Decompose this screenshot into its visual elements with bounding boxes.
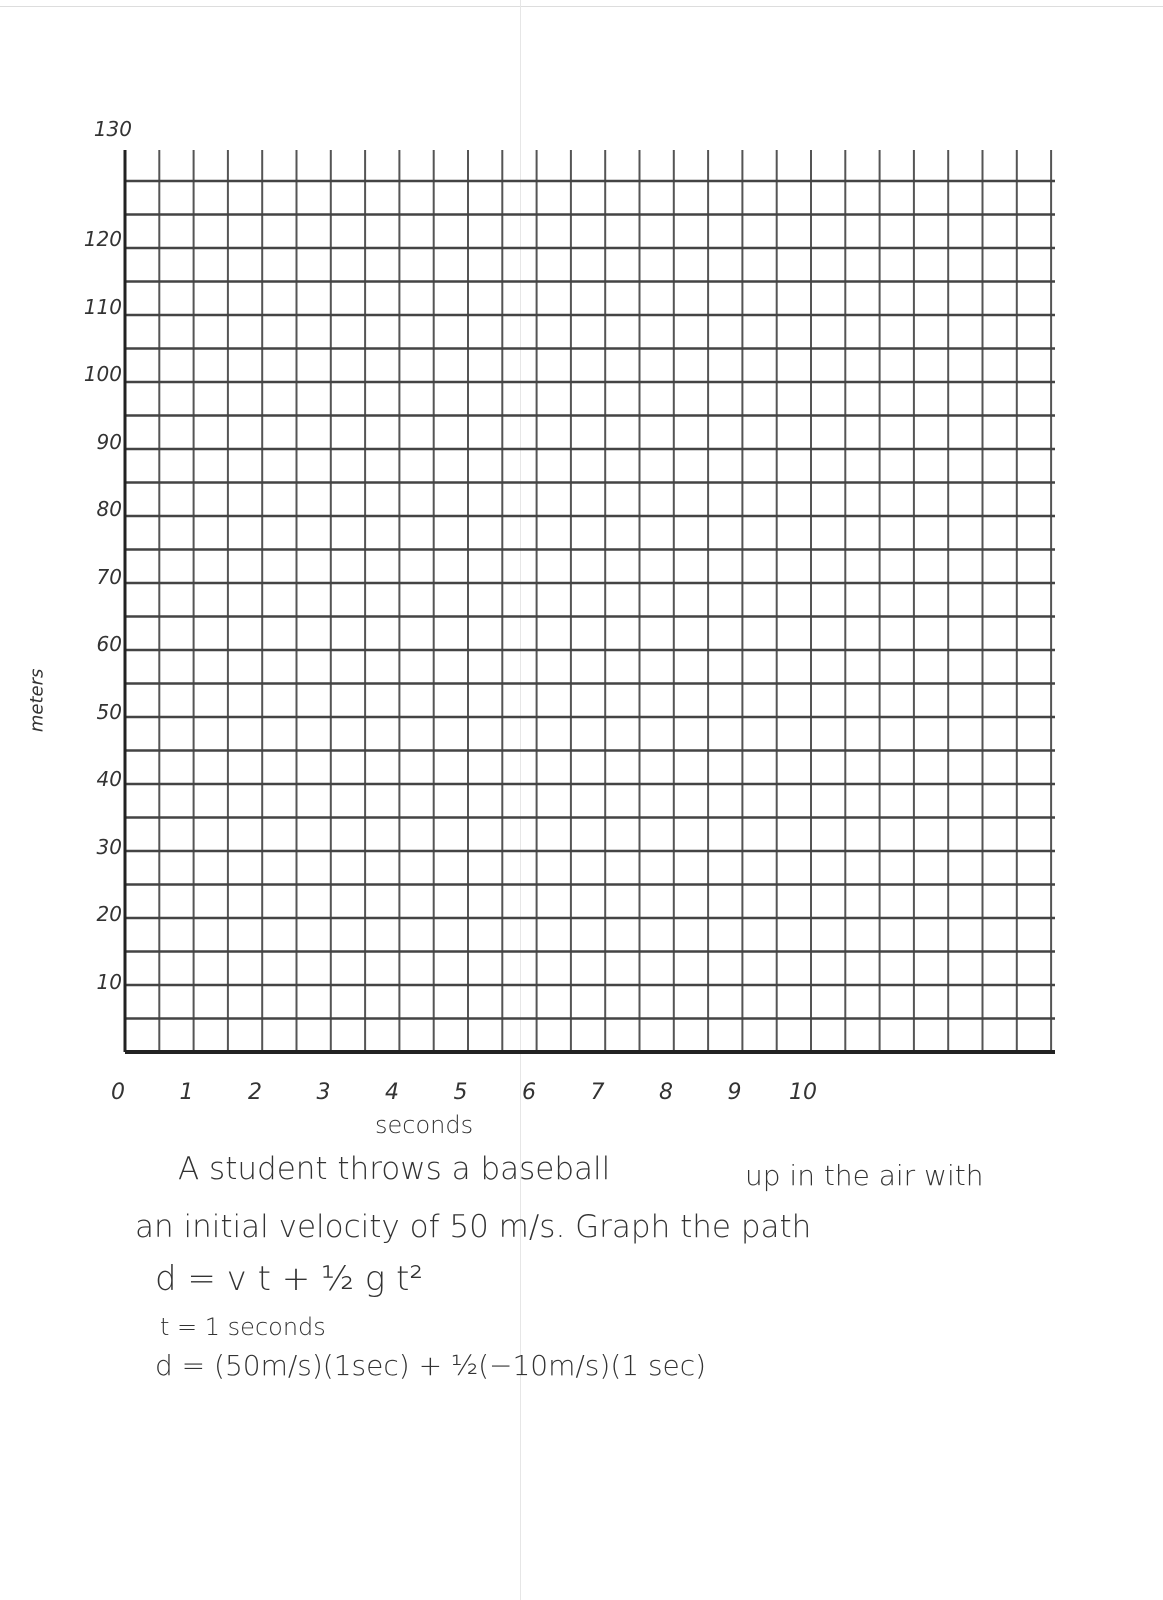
time-value: t = 1 seconds: [160, 1313, 326, 1341]
y-tick-label: 70: [96, 564, 122, 589]
x-tick-label: 0: [111, 1080, 125, 1105]
x-tick-label: 8: [659, 1080, 673, 1105]
y-tick-label: 10: [96, 969, 122, 994]
substitution: d = (50m/s)(1sec) + ½(−10m/s)(1 sec): [155, 1349, 707, 1382]
x-tick-label: 5: [453, 1080, 468, 1105]
y-tick-label: 120: [83, 227, 122, 251]
y-tick-label: 40: [96, 767, 122, 791]
x-tick-label: 3: [316, 1080, 331, 1105]
y-tick-label: 130: [93, 117, 132, 141]
x-tick-label: 6: [522, 1080, 536, 1105]
y-tick-label: 80: [96, 497, 122, 521]
y-tick-label: 100: [83, 362, 122, 386]
y-tick-label: 60: [96, 632, 122, 656]
x-tick-label: 9: [727, 1080, 742, 1105]
formula: d = v t + ½ g t²: [155, 1259, 423, 1299]
x-axis-label: seconds: [375, 1111, 474, 1139]
problem-line-1a: A student throws a baseball: [178, 1151, 611, 1187]
x-tick-label: 2: [248, 1080, 262, 1105]
x-tick-label: 4: [385, 1080, 399, 1105]
y-tick-label: 110: [83, 294, 122, 319]
y-tick-label: 50: [96, 699, 122, 724]
x-tick-label: 10: [789, 1080, 817, 1105]
y-tick-label: 30: [96, 834, 122, 859]
y-tick-label: 90: [96, 429, 122, 454]
problem-line-2: an initial velocity of 50 m/s. Graph the path: [135, 1209, 812, 1245]
problem-line-1b: up in the air with: [745, 1159, 984, 1192]
y-axis-label: meters: [26, 668, 48, 733]
x-tick-label: 7: [590, 1080, 605, 1105]
y-tick-label: 20: [96, 902, 122, 926]
x-tick-label: 1: [179, 1080, 194, 1105]
